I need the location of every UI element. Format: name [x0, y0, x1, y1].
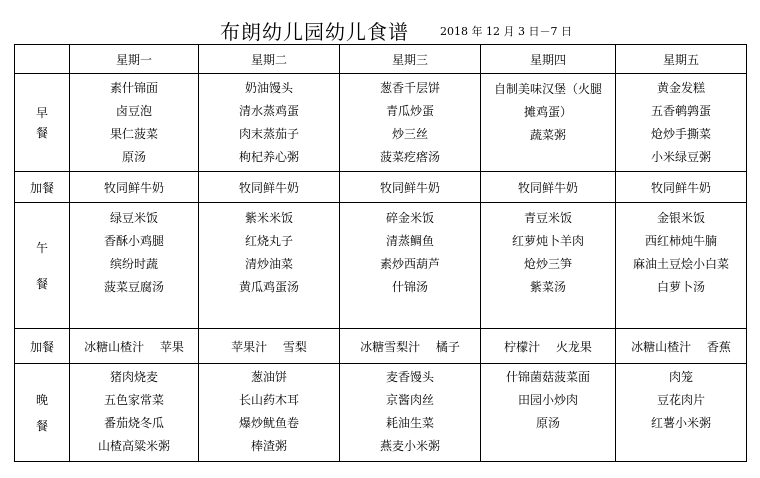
menu-cell: [481, 74, 616, 172]
dish-item: 素什锦面: [109, 80, 158, 95]
header: [0, 10, 760, 44]
menu-cell: [481, 203, 616, 329]
dish-item: 素炒西葫芦: [379, 257, 440, 271]
dish-item: 豆花肉片: [656, 393, 705, 407]
dish-item: 金银米饭: [656, 211, 705, 225]
breakfast-row: [15, 74, 747, 172]
dish-item: 清炒油菜: [244, 257, 293, 271]
meal-label-lunch: 午餐: [15, 203, 70, 329]
snack1-row: [15, 172, 747, 203]
menu-cell: [70, 74, 199, 172]
dish-item: 果仁菠菜: [109, 126, 158, 141]
dish-item: 奶油馒头: [244, 80, 293, 95]
dish-item: 西红柿炖牛腩: [644, 234, 717, 248]
dish-item: 红萝炖卜羊肉: [511, 234, 584, 248]
meal-label-breakfast: 早餐: [15, 74, 70, 172]
dish-item: 菠菜疙瘩汤: [379, 149, 440, 164]
dinner-row: [15, 364, 747, 462]
menu-cell: 柠檬汁 火龙果: [481, 329, 616, 364]
dish-item: 田园小炒肉: [517, 393, 578, 407]
dish-item: 卤豆泡: [115, 103, 152, 118]
dish-item: 蔬菜粥: [529, 128, 566, 142]
menu-cell: 苹果汁 雪梨: [199, 329, 340, 364]
dish-item: 碎金米饭: [385, 211, 434, 225]
dish-item: 小米绿豆粥: [650, 149, 711, 164]
dish-item: 紫菜汤: [529, 280, 566, 294]
corner-cell: [15, 45, 70, 74]
dish-item: 京酱肉丝: [385, 393, 434, 407]
dish-item: 摊鸡蛋）: [523, 105, 572, 119]
dish-item: 自制美味汉堡（火腿: [493, 82, 602, 96]
dish-item: 红薯小米粥: [650, 416, 711, 430]
page-title: 布朗幼儿园幼儿食谱: [220, 20, 409, 44]
dish-item: 麦香馒头: [385, 370, 434, 384]
menu-table: [14, 44, 747, 462]
menu-cell: [340, 74, 481, 172]
dish-item: 什锦汤: [391, 280, 428, 294]
menu-cell: 牧同鲜牛奶: [481, 172, 616, 203]
menu-cell: [616, 364, 747, 462]
dish-item: 长山药木耳: [238, 393, 299, 407]
dish-item: 缤纷时蔬: [109, 257, 158, 271]
dish-item: 山楂高粱米粥: [97, 439, 170, 453]
dish-item: 青豆米饭: [523, 211, 572, 225]
dish-item: 绿豆米饭: [109, 211, 158, 225]
dish-item: 爆炒鱿鱼卷: [238, 416, 299, 430]
menu-cell: [616, 74, 747, 172]
menu-cell: [481, 364, 616, 462]
dish-item: 红烧丸子: [244, 234, 293, 248]
dish-item: 五香鹌鹑蛋: [650, 103, 711, 118]
meal-label-dinner: 晚餐: [15, 364, 70, 462]
dish-item: 原汤: [121, 149, 146, 164]
dish-item: 肉笼: [668, 370, 693, 384]
menu-cell: [199, 364, 340, 462]
day-header-tuesday: 星期二: [199, 45, 340, 74]
date-range: 2018 年 12 月 3 日－7 日: [440, 25, 572, 38]
menu-cell: [340, 203, 481, 329]
dish-item: 麻油土豆烩小白菜: [632, 257, 729, 271]
menu-cell: [70, 203, 199, 329]
dish-item: 黄金发糕: [656, 80, 705, 95]
snack2-row: [15, 329, 747, 364]
menu-cell: 冰糖山楂汁 苹果: [70, 329, 199, 364]
dish-item: 炝炒手撕菜: [650, 126, 711, 141]
dish-item: 耗油生菜: [385, 416, 434, 430]
menu-cell: 牧同鲜牛奶: [616, 172, 747, 203]
dish-item: 葱香千层饼: [379, 80, 440, 95]
dish-item: 葱油饼: [250, 370, 287, 384]
dish-item: 什锦菌菇菠菜面: [505, 370, 590, 384]
menu-cell: [199, 74, 340, 172]
dish-item: 紫米米饭: [244, 211, 293, 225]
day-header-friday: 星期五: [616, 45, 747, 74]
menu-cell: [616, 203, 747, 329]
dish-item: 香酥小鸡腿: [103, 234, 164, 248]
menu-cell: 牧同鲜牛奶: [340, 172, 481, 203]
menu-cell: 冰糖山楂汁 香蕉: [616, 329, 747, 364]
day-header-thursday: 星期四: [481, 45, 616, 74]
dish-item: 原汤: [535, 416, 560, 430]
dish-item: 白萝卜汤: [656, 280, 705, 294]
meal-label-snack2: 加餐: [15, 329, 70, 364]
menu-cell: 牧同鲜牛奶: [70, 172, 199, 203]
dish-item: 清水蒸鸡蛋: [238, 103, 299, 118]
dish-item: 青瓜炒蛋: [385, 103, 434, 118]
dish-item: 番茄烧冬瓜: [103, 416, 164, 430]
dish-item: 炒三丝: [391, 126, 428, 141]
dish-item: 猪肉烧麦: [109, 370, 158, 384]
menu-cell: [199, 203, 340, 329]
dish-item: 枸杞养心粥: [238, 149, 299, 164]
dish-item: 菠菜豆腐汤: [103, 280, 164, 294]
dish-item: 棒渣粥: [250, 439, 287, 453]
menu-cell: [70, 364, 199, 462]
dish-item: 五色家常菜: [103, 393, 164, 407]
dish-item: 燕麦小米粥: [379, 439, 440, 453]
meal-label-snack1: 加餐: [15, 172, 70, 203]
menu-cell: 冰糖雪梨汁 橘子: [340, 329, 481, 364]
day-header-row: [15, 45, 747, 74]
day-header-wednesday: 星期三: [340, 45, 481, 74]
dish-item: 清蒸鲷鱼: [385, 234, 434, 248]
menu-cell: 牧同鲜牛奶: [199, 172, 340, 203]
dish-item: 炝炒三笋: [523, 257, 572, 271]
day-header-monday: 星期一: [70, 45, 199, 74]
menu-cell: [340, 364, 481, 462]
dish-item: 黄瓜鸡蛋汤: [238, 280, 299, 294]
dish-item: 肉末蒸茄子: [238, 126, 299, 141]
lunch-row: [15, 203, 747, 329]
